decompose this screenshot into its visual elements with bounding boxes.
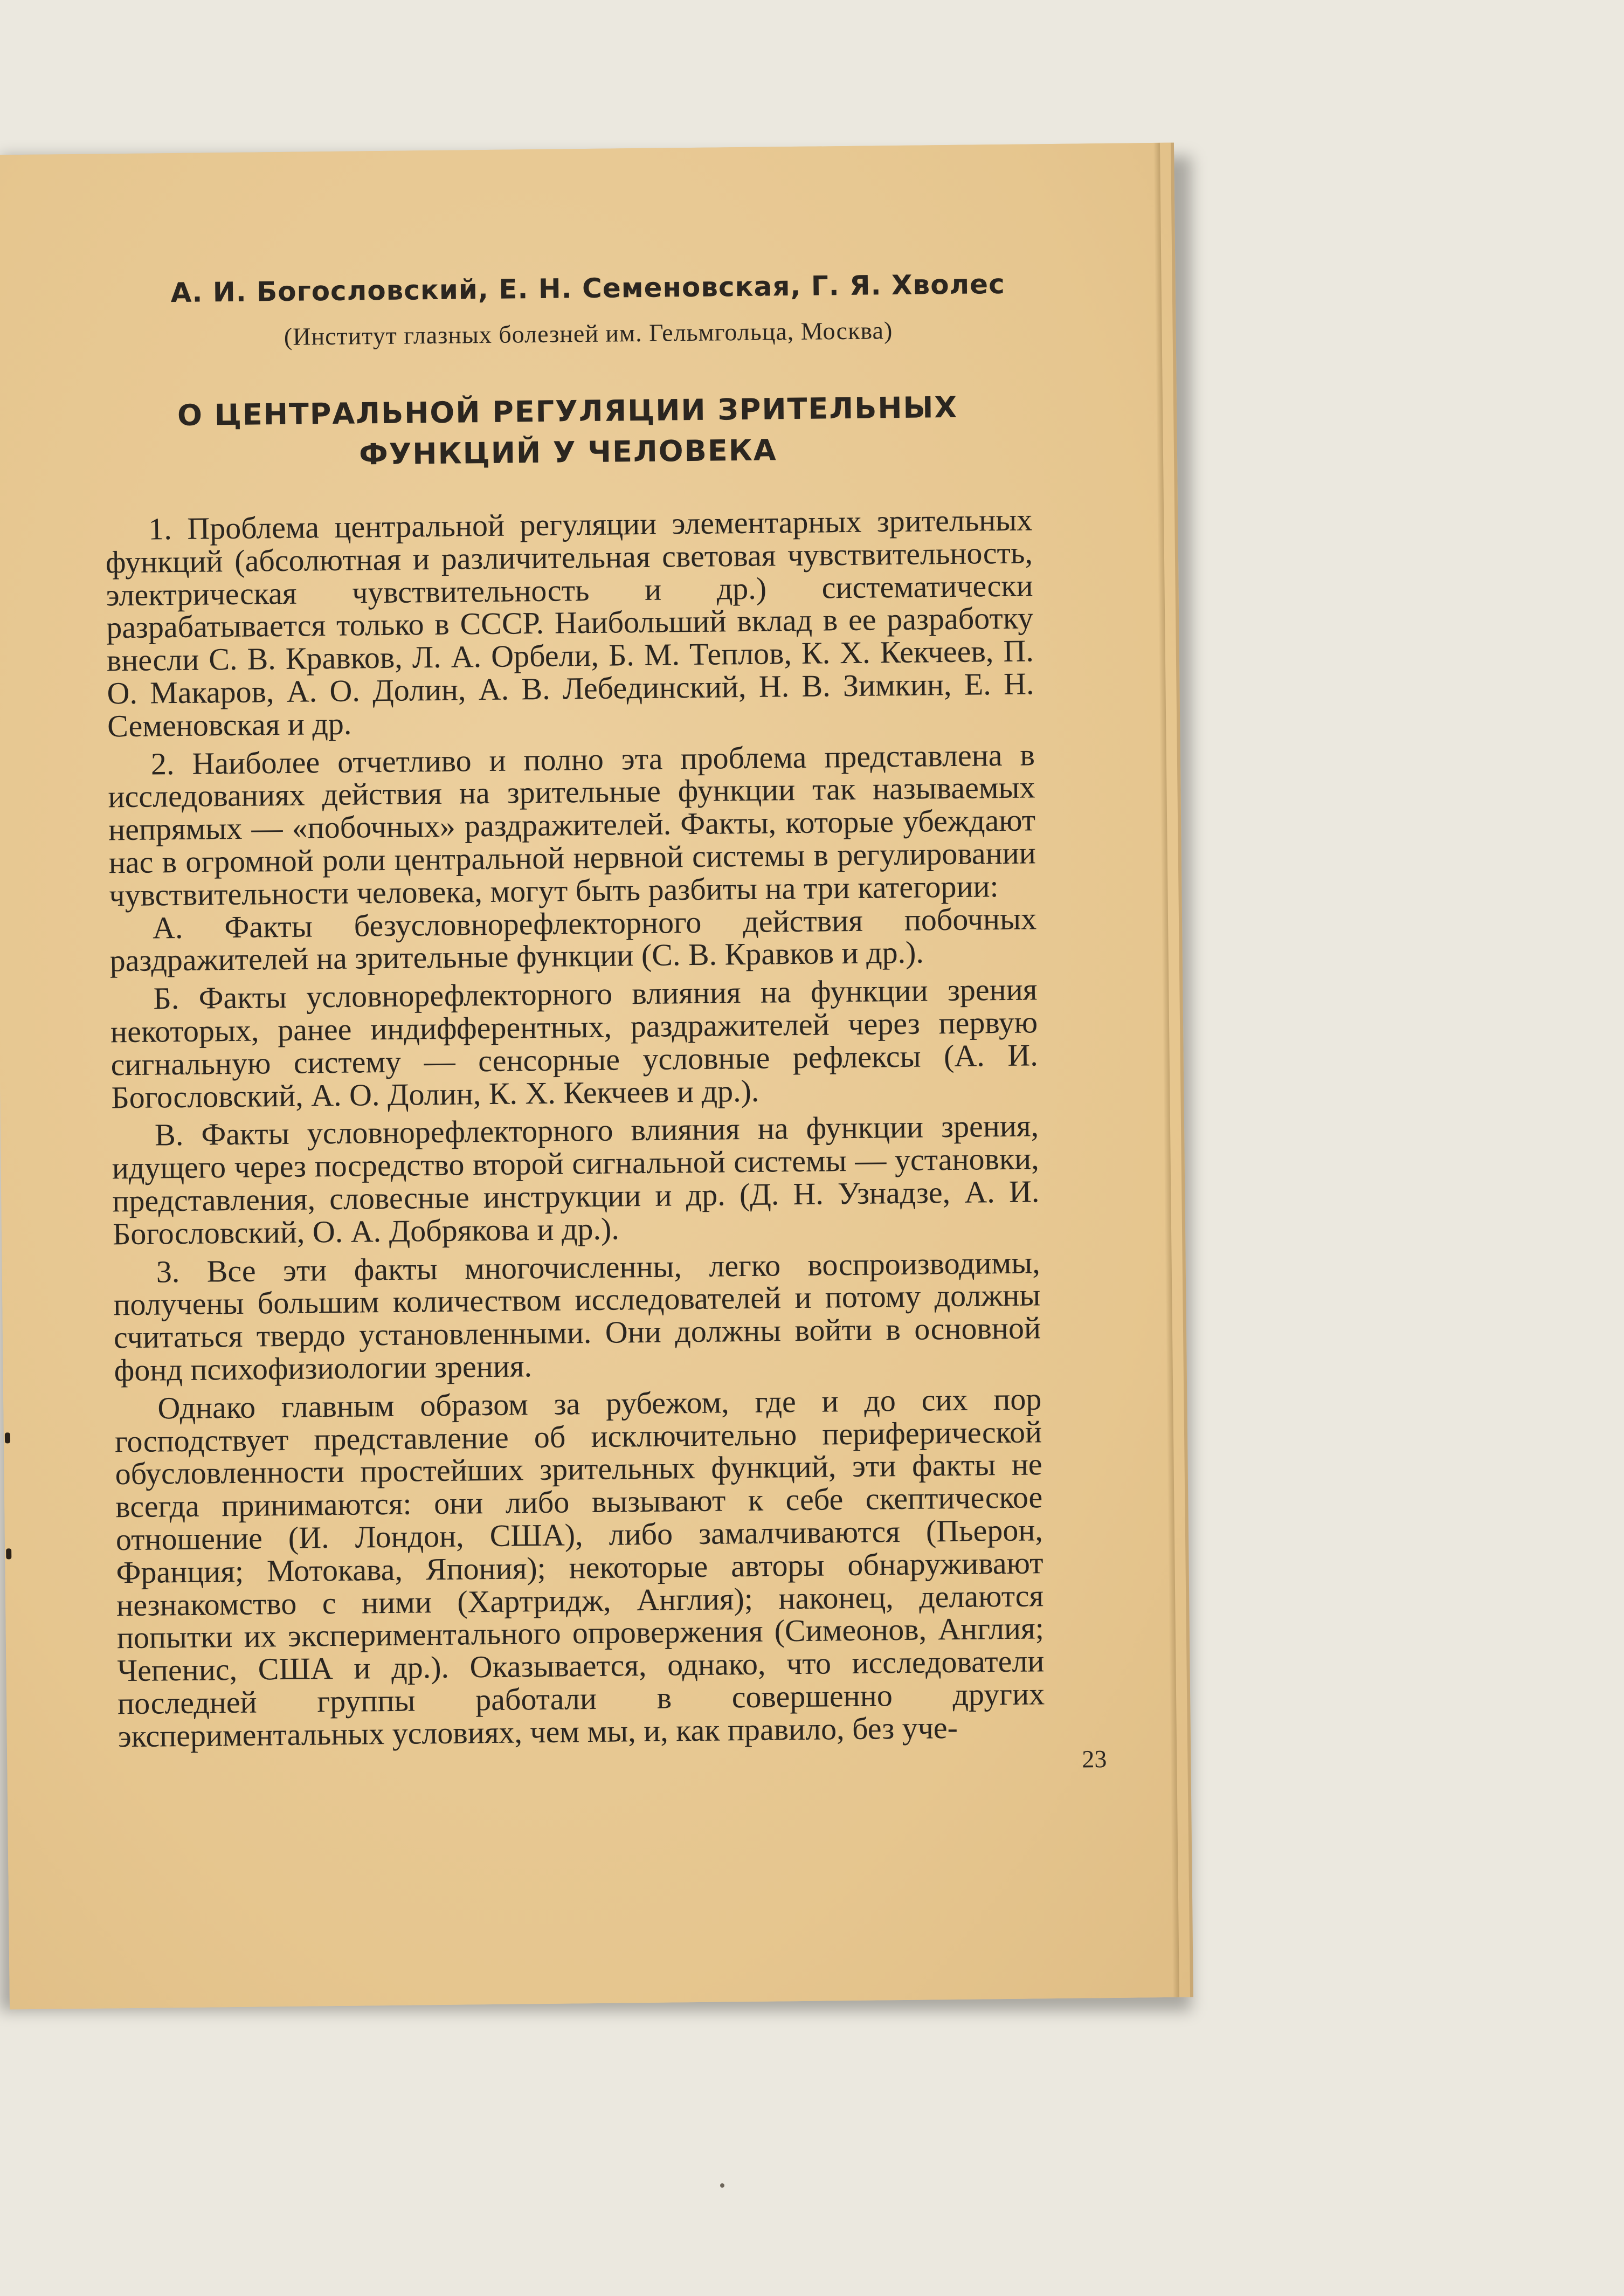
paragraph-4: Однако главным образом за рубежом, где и до сих пор господствует представление об исключительно периферической обусловленности простейших зрительных функций, эти факты не всегда принимаются: они либо вызывают к себе скептическое отношение (И. Лондон, США), либо замалчиваются (Пьерон, Франция; Мотокава, Япония); некоторые авторы обнаруживают незнакомство с ними (Хартридж, Англия); наконец, делаются попытки их экспериментального опровержения (Симеонов, Англия; Чепенис, США и др.). Оказывается, однако, что исследователи последней группы работали в совершенно других экспериментальных условиях, чем мы, и, как правило, без уче- <box>114 1381 1045 1754</box>
binding-hole-mark <box>5 1432 10 1443</box>
page-edge <box>1153 143 1179 1997</box>
page-number: 23 <box>1082 1745 1107 1773</box>
paragraph-3: 3. Все эти факты многочисленны, легко воспроизводимы, получены большим количеством исследователей и потому должны считаться твердо установленными. Они должны войти в основной фонд психофизиологии зрения. <box>113 1244 1041 1388</box>
book-page <box>0 143 1193 2010</box>
page-content <box>102 268 1045 1758</box>
paragraph-category-a: А. Факты безусловнорефлекторного действия побочных раздражителей на зрительные функции (С. В. Кравков и др.). <box>109 900 1037 978</box>
authors-line: А. И. Богословский, Е. Н. Семеновская, Г. Я. Хволес <box>170 268 1005 309</box>
title-line-1: О ЦЕНТРАЛЬНОЙ РЕГУЛЯЦИИ ЗРИТЕЛЬНЫХ <box>177 390 958 432</box>
article-title <box>104 386 1032 478</box>
article-body <box>105 504 1045 1753</box>
affiliation-line: (Институт глазных болезней им. Гельмгольца, Москва) <box>284 316 893 350</box>
paragraph-2: 2. Наиболее отчетливо и полно эта проблема представлена в исследованиях действия на зрительные функции так называемых непрямых — «побочных» раздражителей. Факты, которые убеждают нас в огромной роли центральной нервной системы в регулировании чувствительности человека, могут быть разбиты на три категории: <box>108 736 1036 913</box>
binding-hole-mark <box>6 1548 11 1559</box>
paragraph-1: 1. Проблема центральной регуляции элементарных зрительных функций (абсолютная и различительная световая чувствительность, электрическая чувствительность и др.) систематически разрабатывается только в СССР. Наибольший вклад в ее разработку внесли С. В. Кравков, Л. А. Орбели, Б. М. Теплов, К. Х. Кекчеев, П. О. Макаров, А. О. Долин, А. В. Лебединский, Н. В. Зимкин, Е. Н. Семеновская и др. <box>105 502 1034 744</box>
background-speck <box>720 2183 724 2188</box>
title-line-2: ФУНКЦИЙ У ЧЕЛОВЕКА <box>358 433 777 472</box>
paragraph-category-c: В. Факты условнорефлекторного влияния на функции зрения, идущего через посредство второй сигнальной системы — установки, представления, словесные инструкции и др. (Д. Н. Узнадзе, А. И. Богословский, О. А. Добрякова и др.). <box>112 1108 1040 1252</box>
paragraph-category-b: Б. Факты условнорефлекторного влияния на функции зрения некоторых, ранее индифферентных, раздражителей через первую сигнальную систему — сенсорные условные рефлексы (А. И. Богословский, А. О. Долин, К. Х. Кекчеев и др.). <box>110 971 1038 1115</box>
